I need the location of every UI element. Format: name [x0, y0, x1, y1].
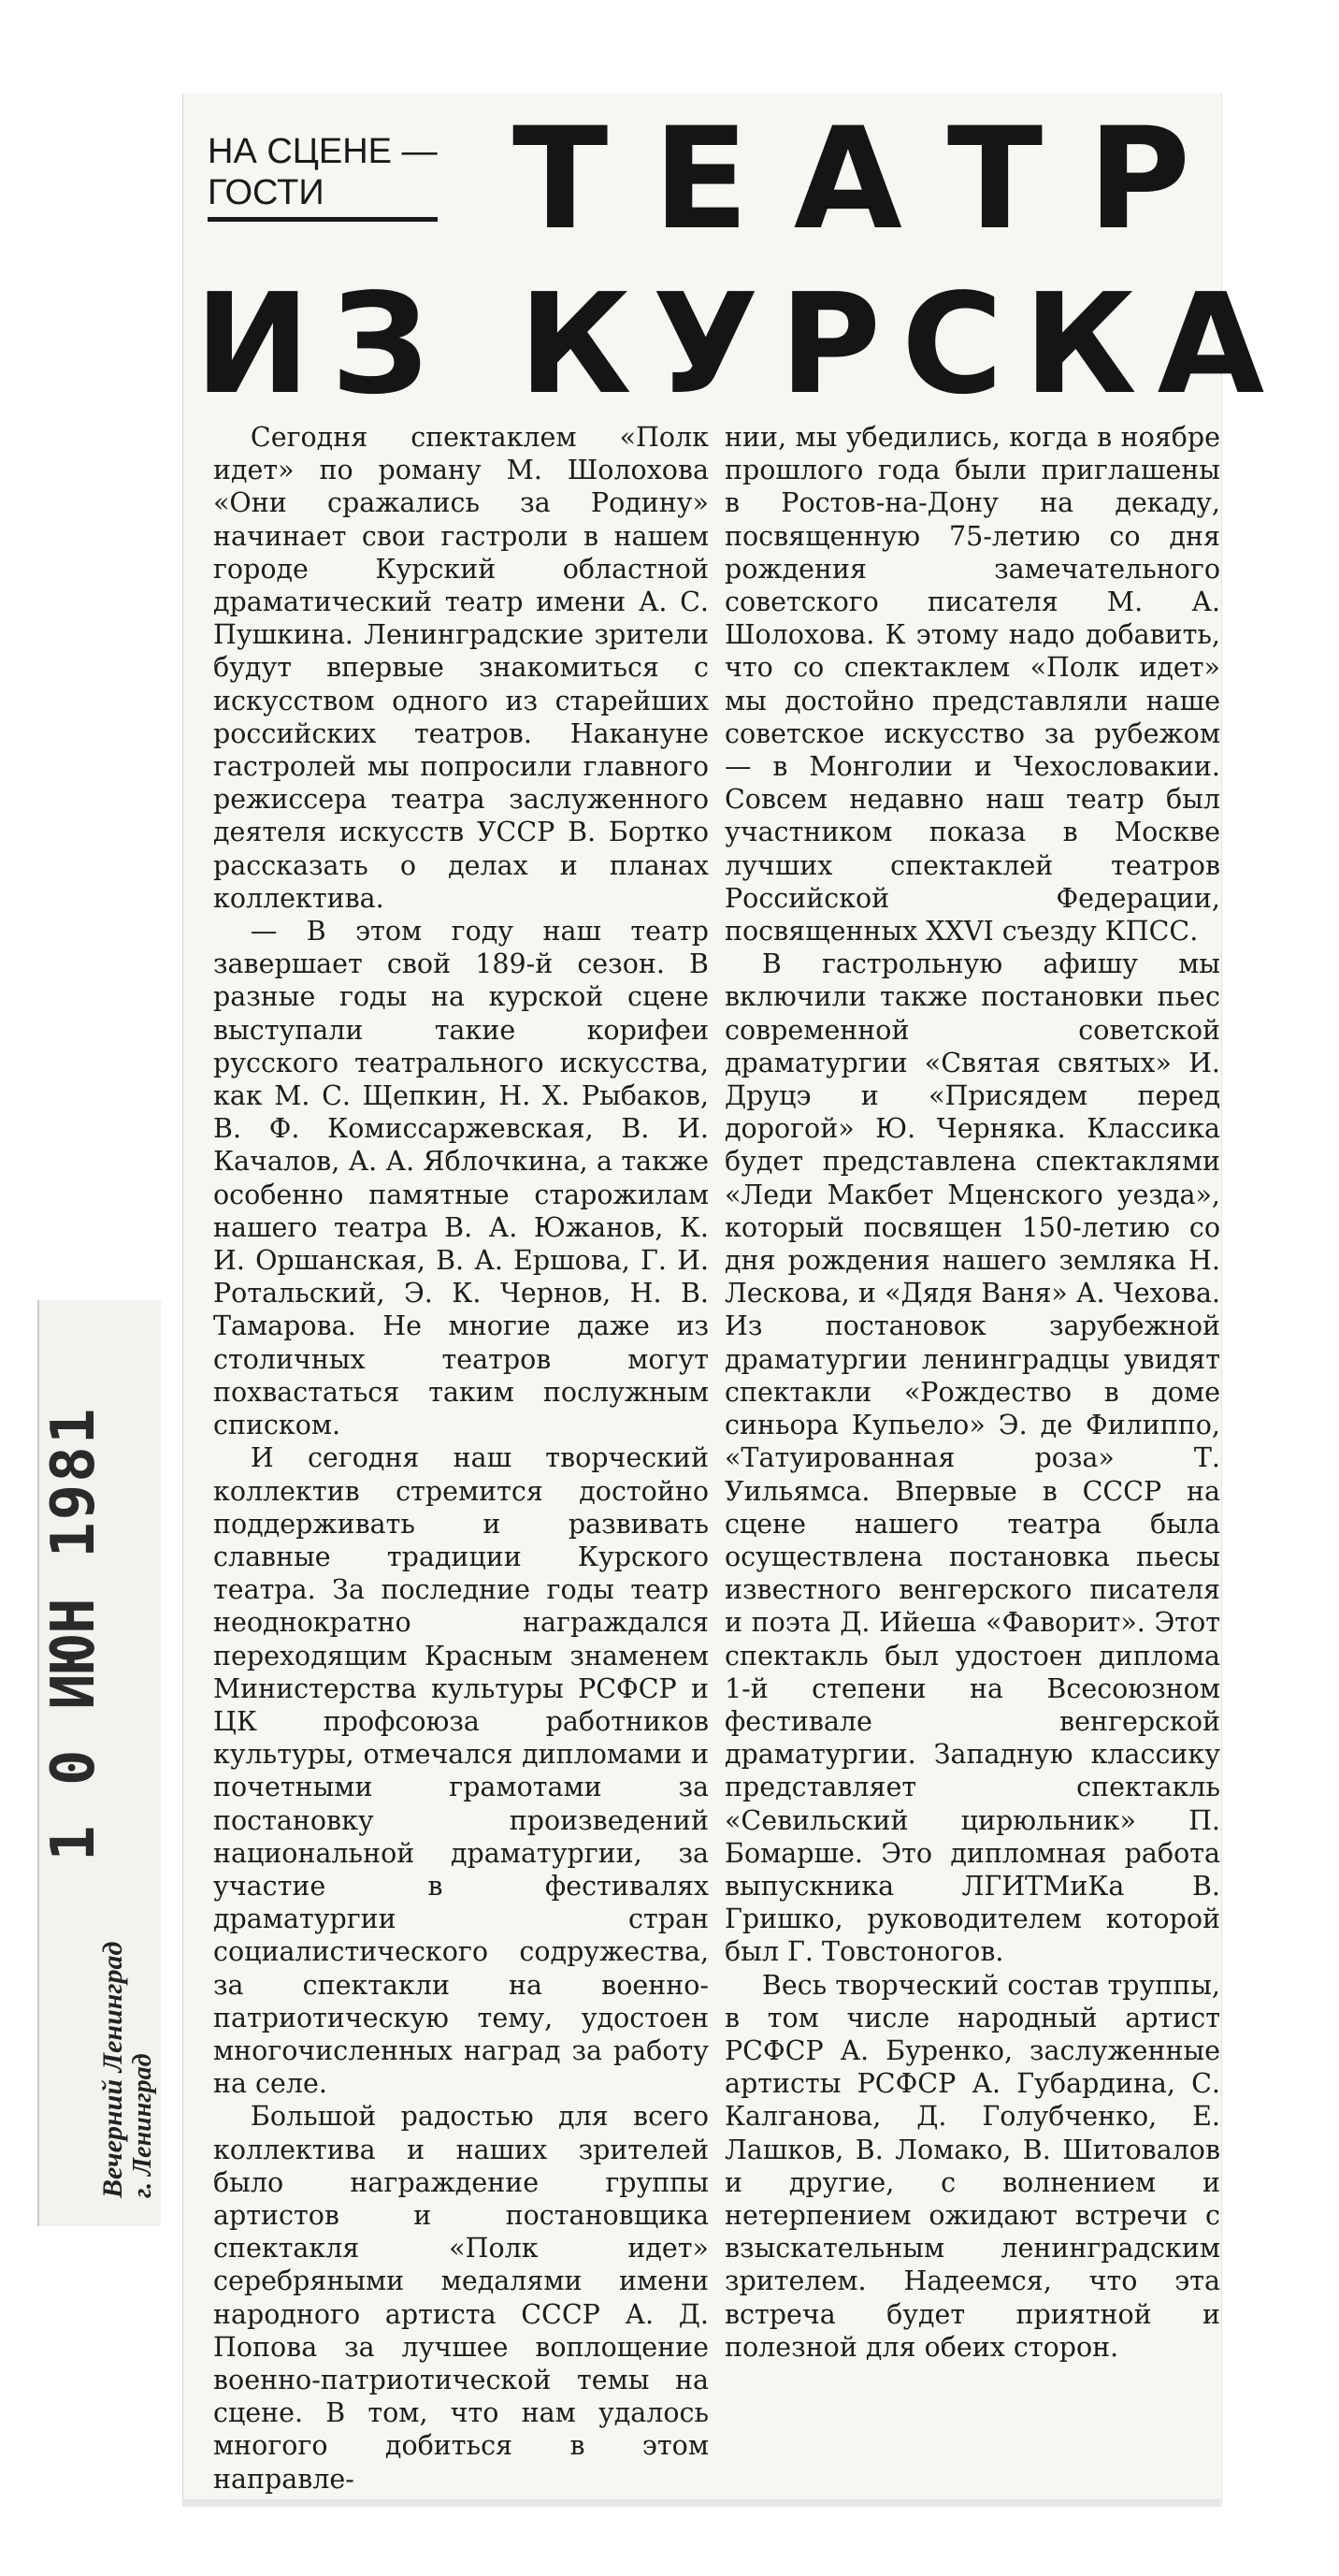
paragraph: нии, мы убедились, когда в ноябре прошлого года были приглашены в Ростов-на-Дону на декаду, посвященную 75-летию со дня рождения замечательного советского писателя М. А. Шолохова. К этому надо добавить, что со спектаклем «Полк идет» мы достойно представляли наше советское искусство за рубежом — в Монголии и Чехословакии. Совсем недавно наш театр был участником показа в Москве лучших спектаклей театров Российской Федерации, посвященных XXVI съезду КПСС. [725, 422, 1220, 948]
stamp-city: г. Ленинград [128, 2053, 157, 2198]
article-column-left [213, 421, 709, 2496]
clipping-shadow [182, 2499, 1220, 2507]
paragraph: В гастрольную афишу мы включили также постановки пьес современной советской драматургии «Святая святых» И. Друцэ и «Присядем перед дорогой» Ю. Черняка. Классика будет представлена спектаклями «Леди Макбет Мценского уезда», который посвящен 150-летию со дня рождения нашего земляка Н. Лескова, и «Дядя Ваня» А. Чехова. Из постановок зарубежной драматургии ленинградцы увидят спектакли «Рождество в доме синьора Купьело» Э. де Филиппо, «Татуированная роза» Т. Уильямса. Впервые в СССР на сцене нашего театра была осуществлена постановка пьесы известного венгерского писателя и поэта Д. Ийеша «Фаворит». Этот спектакль был удостоен диплома 1-й степени на Всесоюзном фестивале венгерской драматургии. Западную классику представляет спектакль «Севильский цирюльник» П. Бомарше. Это дипломная работа выпускника ЛГИТМиКа В. Гришко, руководителем которой был Г. Товстоногов. [725, 948, 1220, 1968]
rubric-line-2: ГОСТИ [208, 173, 324, 212]
rubric-line-1: НА СЦЕНЕ — [208, 132, 438, 171]
paragraph: Сегодня спектаклем «Полк идет» по роману М. Шолохова «Они сражались за Родину» начинает свои гастроли в нашем городе Курский областной драматический театр имени А. С. Пушкина. Ленинградские зрители будут впервые знакомиться с искусством одного из старейших российских театров. Накануне гастролей мы попросили главного режиссера театра заслуженного деятеля искусств УССР В. Бортко рассказать о делах и планах коллектива. [213, 422, 709, 914]
article-column-right [725, 421, 1220, 2364]
stamp-date: 1 0 ИЮН 1981 [39, 1406, 108, 1861]
rubric [208, 131, 438, 222]
paragraph: И сегодня наш творческий коллектив стремится достойно поддерживать и развивать славные традиции Курского театра. За последние годы театр неоднократно награждался переходящим Красным знаменем Министерства культуры РСФСР и ЦК профсоюза работников культуры, отмечался дипломами и почетными грамотами за постановку произведений национальной драматургии, за участие в фестивалях драматургии стран социалистического содружества, за спектакли на военно-патриотическую тему, удостоен многочисленных наград за работу на селе. [213, 1442, 709, 2100]
paragraph: Большой радостью для всего коллектива и наших зрителей было награждение группы артистов и постановщика спектакля «Полк идет» серебряными медалями имени народного артиста СССР А. Д. Попова за лучшее воплощение военно-патриотической темы на сцене. В том, что нам удалось многого добиться в этом направле- [213, 2101, 709, 2495]
paragraph: — В этом году наш театр завершает свой 189-й сезон. В разные годы на курской сцене выступали такие корифеи русского театрального искусства, как М. С. Щепкин, Н. Х. Рыбаков, В. Ф. Комиссаржевская, В. И. Качалов, А. А. Яблочкина, а также особенно памятные старожилам нашего театра В. А. Южанов, К. И. Оршанская, В. А. Ершова, Г. И. Ротальский, Э. К. Чернов, Н. В. Тамарова. Не многие даже из столичных театров могут похвастаться таким послужным списком. [213, 916, 709, 1441]
headline-line-1: ТЕАТР [512, 98, 1236, 261]
headline-line-2: ИЗ КУРСКА [194, 264, 1286, 425]
archive-stamp [37, 1300, 161, 2226]
paragraph: Весь творческий состав труппы, в том числе народный артист РСФСР А. Буренко, заслуженные артисты РСФСР А. Губардина, С. Калганова, Д. Голубченко, Е. Лашков, В. Ломако, В. Шитовалов и другие, с волнением и нетерпением ожидают встречи с взыскательным ленинградским зрителем. Надеемся, что эта встреча будет приятной и полезной для обеих сторон. [725, 1969, 1220, 2363]
stamp-rotated-block [39, 1300, 161, 2226]
stamp-newspaper-name: Вечерний Ленинград [97, 1941, 128, 2198]
